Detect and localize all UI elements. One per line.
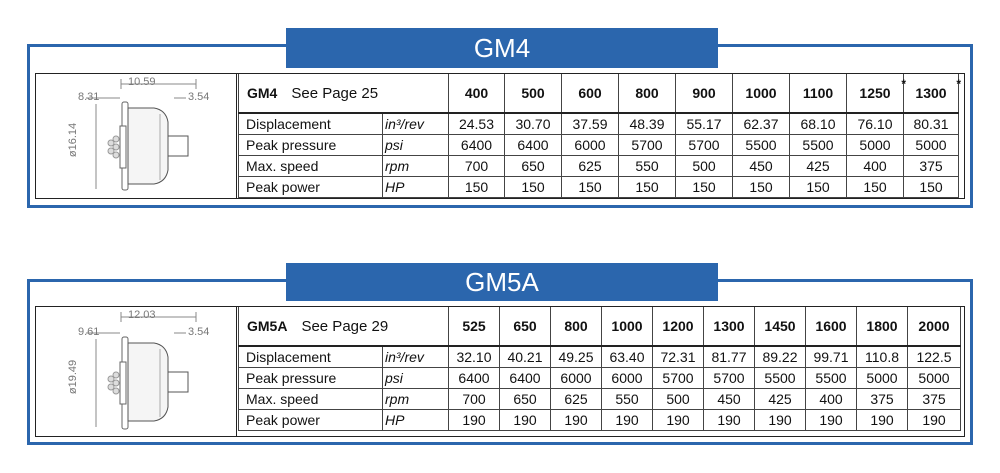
gm5a-size-525: 525 [449, 307, 500, 346]
table-cell: 5500 [755, 367, 806, 388]
table-cell: 375 [857, 388, 908, 409]
table-cell: 6400 [449, 367, 500, 388]
gm4-size-1250-label: 1250 [859, 85, 891, 101]
gm4-dim-top: 10.59 [128, 76, 156, 88]
gm5a-see-page: See Page 29 [301, 317, 389, 335]
table-cell: 5700 [704, 367, 755, 388]
gm4-row-displacement [239, 113, 959, 134]
gm5a-size-1600: 1600 [806, 307, 857, 346]
gm5a-motor-drawing [36, 307, 237, 436]
gm4-size-1000: 1000 [733, 74, 790, 113]
gm4-dim-dia: ø16.14 [67, 122, 80, 158]
table-cell: 650 [500, 388, 551, 409]
gm4-size-1100: 1100 [790, 74, 847, 113]
gm5a-header-row [239, 307, 961, 346]
table-cell: 24.53 [449, 113, 505, 134]
gm4-size-1300-label: 1300 [915, 85, 947, 101]
table-cell: 55.17 [676, 113, 733, 134]
gm5a-size-1000: 1000 [602, 307, 653, 346]
gm4-dim-left: 8.31 [78, 91, 100, 103]
asterisk-icon: * [956, 77, 961, 91]
gm5a-row-peak-power [239, 409, 961, 430]
table-cell: 700 [449, 155, 505, 176]
row-label: Max. speed [239, 388, 383, 409]
table-cell: 150 [904, 176, 959, 197]
gm4-size-500: 500 [505, 74, 562, 113]
row-unit: in³/rev [383, 346, 449, 367]
row-unit: rpm [383, 388, 449, 409]
table-cell: 81.77 [704, 346, 755, 367]
table-cell: 190 [755, 409, 806, 430]
table-cell: 5700 [676, 134, 733, 155]
gm5a-model-cell [239, 307, 449, 346]
gm5a-dim-left: 9.61 [78, 326, 100, 338]
gm5a-size-1450: 1450 [755, 307, 806, 346]
table-cell: 425 [755, 388, 806, 409]
gm5a-dim-right: 3.54 [188, 326, 210, 338]
gm4-dim-right: 3.54 [188, 91, 210, 103]
table-cell: 5000 [908, 367, 961, 388]
table-cell: 32.10 [449, 346, 500, 367]
table-cell: 190 [602, 409, 653, 430]
table-cell: 6400 [449, 134, 505, 155]
gm5a-row-displacement [239, 346, 961, 367]
table-cell: 80.31 [904, 113, 959, 134]
row-label: Peak power [239, 409, 383, 430]
gm4-size-900: 900 [676, 74, 733, 113]
row-unit: in³/rev [383, 113, 449, 134]
gm5a-size-1800: 1800 [857, 307, 908, 346]
table-cell: 150 [733, 176, 790, 197]
row-unit: psi [383, 367, 449, 388]
table-cell: 62.37 [733, 113, 790, 134]
gm4-see-page: See Page 25 [291, 84, 379, 102]
table-cell: 500 [676, 155, 733, 176]
table-cell: 550 [619, 155, 676, 176]
row-label: Peak pressure [239, 367, 383, 388]
gm4-spec-table [238, 74, 959, 198]
gm5a-model-name: GM5A [247, 317, 288, 334]
table-cell: 150 [790, 176, 847, 197]
table-cell: 375 [904, 155, 959, 176]
gm4-row-max-speed [239, 155, 959, 176]
table-cell: 190 [551, 409, 602, 430]
gm5a-title: GM5A [286, 263, 718, 301]
table-cell: 5700 [619, 134, 676, 155]
table-cell: 400 [847, 155, 904, 176]
gm4-model-cell [239, 74, 449, 113]
gm4-size-1250 [847, 74, 904, 113]
gm4-spec-box [35, 73, 965, 199]
table-cell: 89.22 [755, 346, 806, 367]
row-unit: rpm [383, 155, 449, 176]
table-cell: 48.39 [619, 113, 676, 134]
table-cell: 190 [653, 409, 704, 430]
table-cell: 375 [908, 388, 961, 409]
row-label: Peak power [239, 176, 383, 197]
gm4-section [27, 28, 973, 208]
table-cell: 190 [857, 409, 908, 430]
table-cell: 450 [704, 388, 755, 409]
table-cell: 30.70 [505, 113, 562, 134]
table-cell: 190 [806, 409, 857, 430]
table-cell: 6000 [551, 367, 602, 388]
table-cell: 150 [505, 176, 562, 197]
table-cell: 190 [704, 409, 755, 430]
table-cell: 5000 [857, 367, 908, 388]
table-cell: 500 [653, 388, 704, 409]
table-cell: 5500 [806, 367, 857, 388]
table-cell: 99.71 [806, 346, 857, 367]
table-cell: 5700 [653, 367, 704, 388]
table-cell: 6000 [602, 367, 653, 388]
gm4-title: GM4 [286, 28, 718, 68]
table-cell: 150 [562, 176, 619, 197]
table-cell: 400 [806, 388, 857, 409]
gm5a-dim-dia: ø19.49 [67, 359, 80, 395]
table-cell: 150 [449, 176, 505, 197]
row-unit: psi [383, 134, 449, 155]
table-cell: 40.21 [500, 346, 551, 367]
table-cell: 49.25 [551, 346, 602, 367]
row-label: Displacement [239, 113, 383, 134]
table-cell: 150 [676, 176, 733, 197]
gm4-motor-drawing [36, 74, 237, 198]
table-cell: 150 [619, 176, 676, 197]
row-label: Max. speed [239, 155, 383, 176]
gm4-model-name: GM4 [247, 84, 278, 101]
table-cell: 122.5 [908, 346, 961, 367]
table-cell: 6000 [562, 134, 619, 155]
table-cell: 190 [500, 409, 551, 430]
row-unit: HP [383, 409, 449, 430]
gm5a-size-800: 800 [551, 307, 602, 346]
table-cell: 72.31 [653, 346, 704, 367]
table-cell: 150 [847, 176, 904, 197]
table-cell: 76.10 [847, 113, 904, 134]
gm5a-size-650: 650 [500, 307, 551, 346]
gm4-row-peak-power [239, 176, 959, 197]
gm4-size-400: 400 [449, 74, 505, 113]
row-label: Displacement [239, 346, 383, 367]
gm4-size-800: 800 [619, 74, 676, 113]
table-cell: 63.40 [602, 346, 653, 367]
table-cell: 5000 [904, 134, 959, 155]
table-cell: 68.10 [790, 113, 847, 134]
table-cell: 5000 [847, 134, 904, 155]
asterisk-icon: * [901, 77, 906, 91]
gm5a-size-2000: 2000 [908, 307, 961, 346]
gm4-header-row [239, 74, 959, 113]
table-cell: 625 [551, 388, 602, 409]
table-cell: 550 [602, 388, 653, 409]
gm5a-row-max-speed [239, 388, 961, 409]
gm5a-spec-table [238, 307, 961, 431]
table-cell: 37.59 [562, 113, 619, 134]
table-cell: 450 [733, 155, 790, 176]
gm5a-row-peak-pressure [239, 367, 961, 388]
gm4-row-peak-pressure [239, 134, 959, 155]
table-cell: 625 [562, 155, 619, 176]
gm4-size-1300 [904, 74, 959, 113]
gm5a-size-1200: 1200 [653, 307, 704, 346]
gm4-size-600: 600 [562, 74, 619, 113]
row-label: Peak pressure [239, 134, 383, 155]
gm5a-size-1300: 1300 [704, 307, 755, 346]
table-cell: 110.8 [857, 346, 908, 367]
gm5a-spec-box [35, 306, 965, 437]
table-cell: 700 [449, 388, 500, 409]
table-cell: 5500 [733, 134, 790, 155]
table-cell: 5500 [790, 134, 847, 155]
gm5a-dim-top: 12.03 [128, 309, 156, 321]
table-cell: 425 [790, 155, 847, 176]
table-cell: 6400 [500, 367, 551, 388]
table-cell: 6400 [505, 134, 562, 155]
gm5a-section [27, 263, 973, 445]
table-cell: 650 [505, 155, 562, 176]
table-cell: 190 [908, 409, 961, 430]
table-cell: 190 [449, 409, 500, 430]
row-unit: HP [383, 176, 449, 197]
